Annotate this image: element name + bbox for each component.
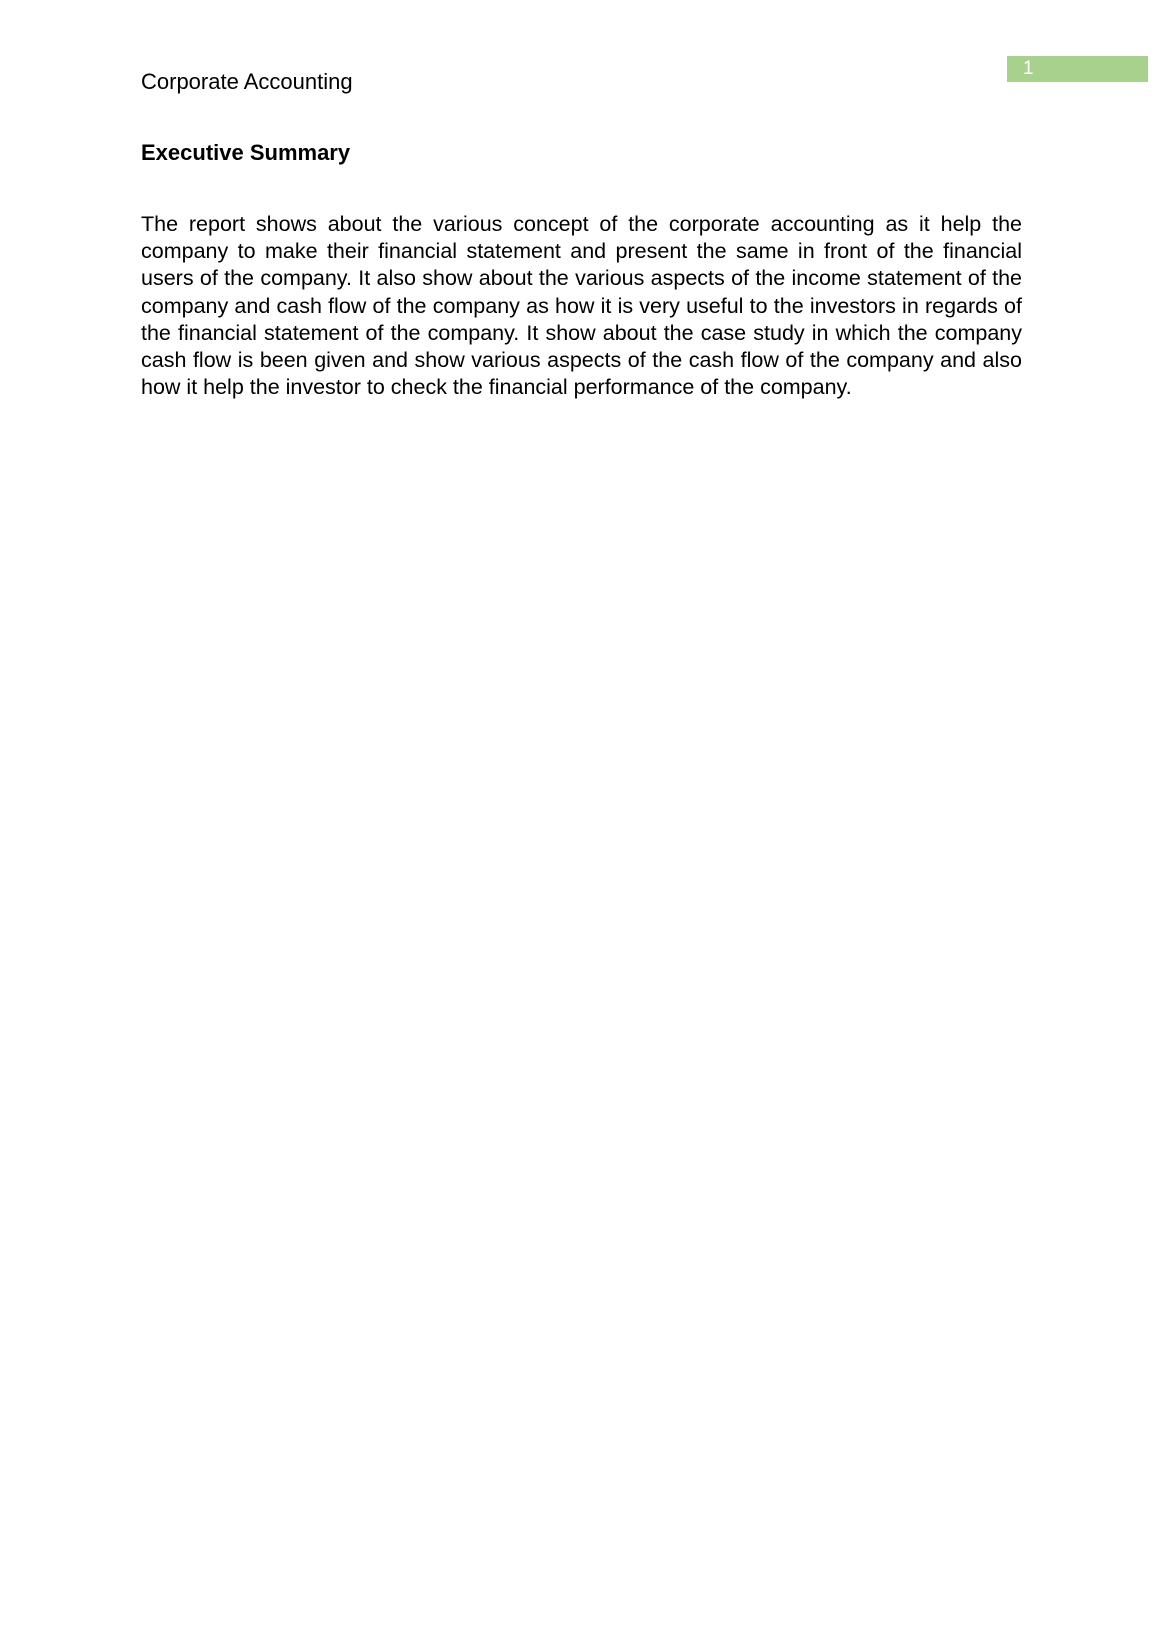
page-number-badge: 1 xyxy=(1007,56,1148,82)
section-heading: Executive Summary xyxy=(141,140,351,165)
executive-summary-paragraph: The report shows about the various concept of the corporate accounting as it help the company to make their financial statement and present the same in front of the financial users of the company. It also show about the various aspects of the income statement of the company and cash flow of the company as how it is very useful to the investors in regards of the financial statement of the company. It show about the case study in which the company cash flow is been given and show various aspects of the cash flow of the company and also how it help the investor to check the financial performance of the company. xyxy=(141,212,1022,400)
running-header-title: Corporate Accounting xyxy=(141,69,353,94)
